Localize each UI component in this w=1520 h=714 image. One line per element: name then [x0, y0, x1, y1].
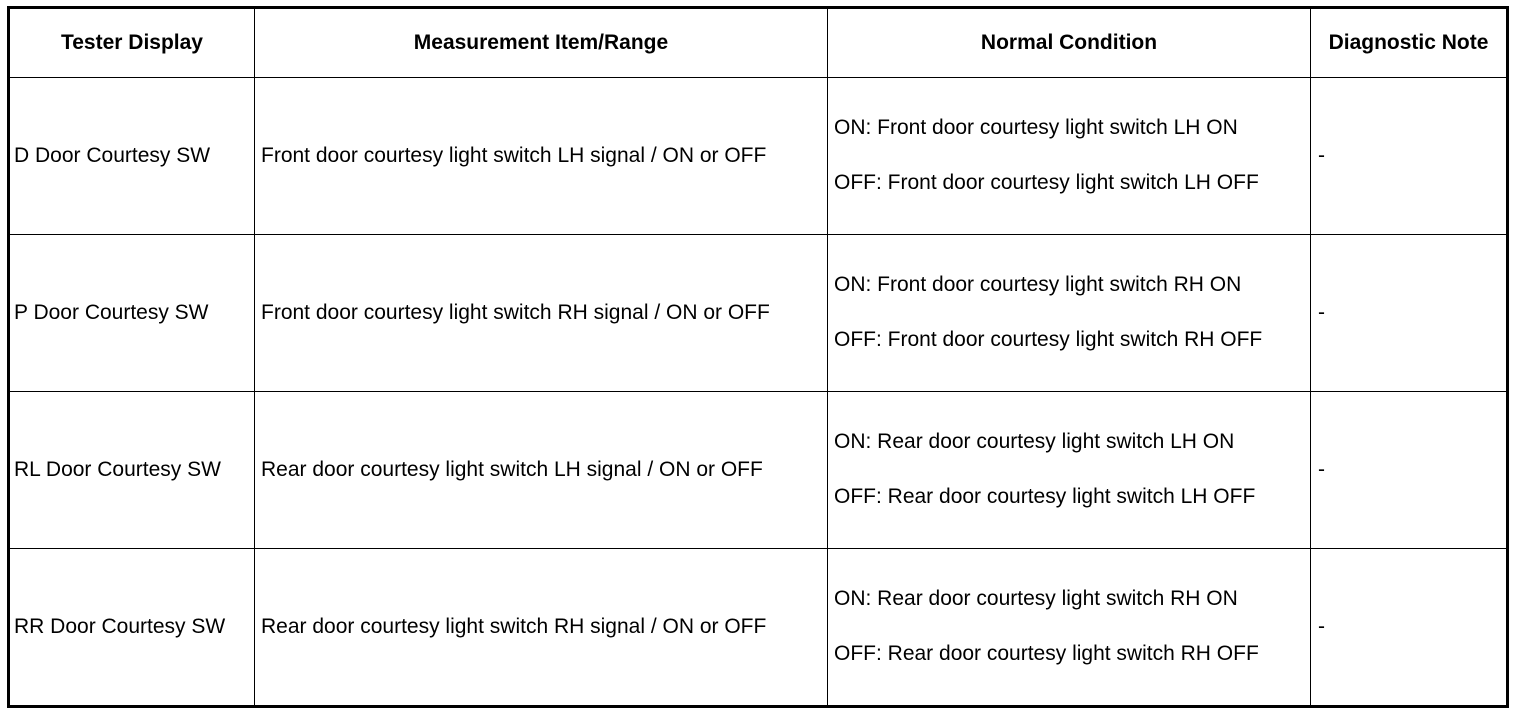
- table-row: [9, 78, 1508, 235]
- normal-condition-cell: [828, 548, 1311, 706]
- condition-on-text: ON: Front door courtesy light switch LH ON: [834, 116, 1238, 140]
- diagnostic-note-cell: -: [1311, 234, 1508, 391]
- header-tester-display: Tester Display: [9, 8, 255, 78]
- header-row: [9, 8, 1508, 78]
- header-measurement-item: Measurement Item/Range: [255, 8, 828, 78]
- condition-off-text: OFF: Rear door courtesy light switch RH OFF: [834, 642, 1259, 666]
- condition-on-text: ON: Rear door courtesy light switch RH ON: [834, 587, 1238, 611]
- normal-condition-cell: [828, 391, 1311, 548]
- measurement-cell: Rear door courtesy light switch RH signal / ON or OFF: [255, 548, 828, 706]
- condition-off-text: OFF: Front door courtesy light switch RH OFF: [834, 328, 1263, 352]
- tester-display-cell: D Door Courtesy SW: [9, 78, 255, 235]
- diagnostic-note-cell: -: [1311, 78, 1508, 235]
- normal-condition-cell: [828, 234, 1311, 391]
- header-normal-condition: Normal Condition: [828, 8, 1311, 78]
- header-diagnostic-note: Diagnostic Note: [1311, 8, 1508, 78]
- measurement-cell: Rear door courtesy light switch LH signal / ON or OFF: [255, 391, 828, 548]
- diagnostic-note-cell: -: [1311, 391, 1508, 548]
- condition-on-text: ON: Rear door courtesy light switch LH ON: [834, 430, 1235, 454]
- data-list-table: [7, 6, 1509, 708]
- table-row: [9, 391, 1508, 548]
- tester-display-cell: P Door Courtesy SW: [9, 234, 255, 391]
- tester-display-cell: RR Door Courtesy SW: [9, 548, 255, 706]
- table-row: [9, 234, 1508, 391]
- diagnostic-note-cell: -: [1311, 548, 1508, 706]
- normal-condition-cell: [828, 78, 1311, 235]
- condition-on-text: ON: Front door courtesy light switch RH ON: [834, 273, 1242, 297]
- measurement-cell: Front door courtesy light switch RH signal / ON or OFF: [255, 234, 828, 391]
- measurement-cell: Front door courtesy light switch LH signal / ON or OFF: [255, 78, 828, 235]
- condition-off-text: OFF: Rear door courtesy light switch LH OFF: [834, 485, 1256, 509]
- tester-display-cell: RL Door Courtesy SW: [9, 391, 255, 548]
- table-row: [9, 548, 1508, 706]
- condition-off-text: OFF: Front door courtesy light switch LH OFF: [834, 171, 1259, 195]
